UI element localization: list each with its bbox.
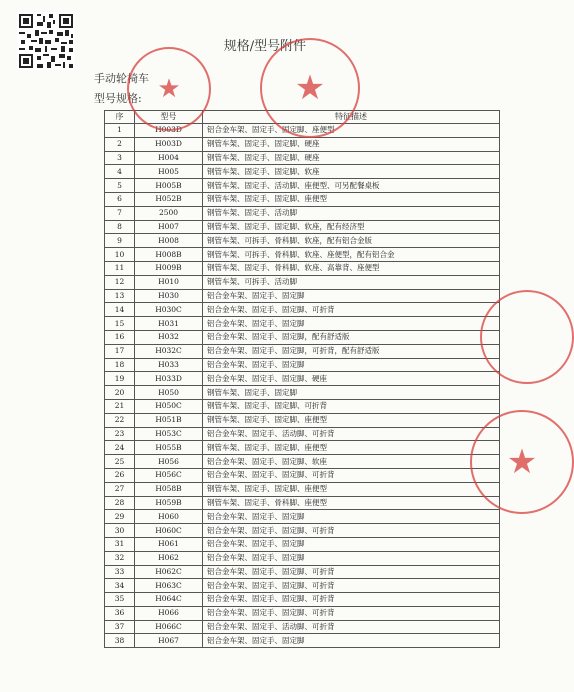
table-row [105,261,500,275]
description-cell: 钢管车架、可拆手、骨科脚、软座、座便型，配有铝合金 [203,248,500,262]
table-row [105,537,500,551]
row-index: 22 [105,413,135,427]
model-cell: H007 [135,220,203,234]
description-cell: 铝合金车架、固定手、固定脚 [203,510,500,524]
description-cell: 钢管车架、固定手、活动脚 [203,206,500,220]
table-row [105,496,500,510]
description-cell: 钢管车架、固定手、骨科脚、座便型 [203,496,500,510]
spec-label: 型号规格: [94,92,142,105]
row-index: 36 [105,606,135,620]
table-header-row [105,111,500,124]
description-cell: 铝合金车架、固定手、固定脚、软座 [203,455,500,469]
model-cell: H033 [135,358,203,372]
row-index: 11 [105,261,135,275]
description-cell: 钢管车架、固定手、固定脚、软座 [203,165,500,179]
row-index: 30 [105,524,135,538]
row-index: 31 [105,537,135,551]
table-row [105,565,500,579]
table-row [105,606,500,620]
description-cell: 钢管车架、固定手、固定脚、硬座 [203,137,500,151]
table-row [105,634,500,648]
row-index: 5 [105,179,135,193]
row-index: 13 [105,289,135,303]
table-row [105,303,500,317]
model-cell: H030 [135,289,203,303]
model-cell: H056 [135,455,203,469]
model-cell: H004 [135,151,203,165]
description-cell: 钢管车架、固定手、固定脚、座便型 [203,413,500,427]
description-cell: 铝合金车架、固定手、固定脚 [203,358,500,372]
table-row [105,165,500,179]
description-cell: 铝合金车架、固定手、固定脚、可折背 [203,606,500,620]
star-seal-icon: ★ [506,442,538,482]
row-index: 3 [105,151,135,165]
table-row [105,579,500,593]
row-index: 37 [105,620,135,634]
table-row [105,551,500,565]
row-index: 10 [105,248,135,262]
model-cell: H056C [135,468,203,482]
model-cell: H032 [135,330,203,344]
row-index: 18 [105,358,135,372]
table-row [105,275,500,289]
description-cell: 铝合金车架、固定手、固定脚，可折背，配有舒适版 [203,344,500,358]
row-index: 23 [105,427,135,441]
model-cell: H005 [135,165,203,179]
model-cell: H060C [135,524,203,538]
model-cell: H008B [135,248,203,262]
row-index: 25 [105,455,135,469]
model-cell: H030C [135,303,203,317]
row-index: 9 [105,234,135,248]
description-cell: 铝合金车架、固定手、固定脚、可折背 [203,579,500,593]
model-cell: H059B [135,496,203,510]
table-row [105,137,500,151]
model-cell: H050C [135,399,203,413]
model-cell: H064C [135,593,203,607]
description-cell: 铝合金车架、固定手、固定脚 [203,634,500,648]
table-row [105,441,500,455]
model-cell: H032C [135,344,203,358]
table-row [105,427,500,441]
description-cell: 铝合金车架、固定手、活动脚、可折背 [203,620,500,634]
model-cell: H058B [135,482,203,496]
description-cell: 钢管车架、固定手、固定脚、硬座 [203,151,500,165]
row-index: 6 [105,192,135,206]
star-seal-icon: ★ [294,68,326,108]
table-row [105,386,500,400]
row-index: 33 [105,565,135,579]
row-index: 27 [105,482,135,496]
description-cell: 铝合金车架、固定手、固定脚 [203,537,500,551]
model-cell: H067 [135,634,203,648]
model-cell: H005B [135,179,203,193]
product-name-label: 手动轮椅车 [94,72,149,85]
row-index: 24 [105,441,135,455]
table-row [105,510,500,524]
table-row [105,151,500,165]
row-index: 17 [105,344,135,358]
table-row [105,620,500,634]
table-row [105,317,500,331]
table-row [105,399,500,413]
row-index: 21 [105,399,135,413]
row-index: 16 [105,330,135,344]
table-row [105,372,500,386]
row-index: 32 [105,551,135,565]
table-row [105,234,500,248]
row-index: 7 [105,206,135,220]
model-cell: H051B [135,413,203,427]
model-cell: H061 [135,537,203,551]
row-index: 35 [105,593,135,607]
table-row [105,413,500,427]
description-cell: 钢管车架、固定手、固定脚、座便型 [203,192,500,206]
description-cell: 铝合金车架、固定手、固定脚、可折背 [203,468,500,482]
model-cell: H010 [135,275,203,289]
row-index: 8 [105,220,135,234]
description-cell: 钢管车架、固定手、固定脚、软座，配有经济型 [203,220,500,234]
model-cell: H066 [135,606,203,620]
description-cell: 铝合金车架、固定手、固定脚、可折背 [203,524,500,538]
model-cell: H053C [135,427,203,441]
row-index: 20 [105,386,135,400]
model-cell: H062C [135,565,203,579]
model-cell: H031 [135,317,203,331]
star-seal-icon: ★ [157,74,181,104]
description-cell: 铝合金车架、固定手、固定脚，配有舒适版 [203,330,500,344]
row-index: 28 [105,496,135,510]
model-cell: 2500 [135,206,203,220]
table-row [105,455,500,469]
model-cell: H062 [135,551,203,565]
header-index: 序 [105,111,135,124]
row-index: 2 [105,137,135,151]
model-cell: H066C [135,620,203,634]
model-cell: H063C [135,579,203,593]
description-cell: 铝合金车架、固定手、活动脚、可折背 [203,427,500,441]
table-row [105,524,500,538]
table-row [105,220,500,234]
table-row [105,482,500,496]
spec-table [104,110,500,648]
row-index: 1 [105,124,135,138]
row-index: 15 [105,317,135,331]
description-cell: 铝合金车架、固定手、固定脚 [203,317,500,331]
table-row [105,358,500,372]
row-index: 19 [105,372,135,386]
header-description: 特征描述 [203,111,500,124]
description-cell: 铝合金车架、固定手、固定脚、座便型 [203,124,500,138]
model-cell: H008 [135,234,203,248]
model-cell: H055B [135,441,203,455]
table-row [105,330,500,344]
description-cell: 铝合金车架、固定手、固定脚、硬座 [203,372,500,386]
row-index: 26 [105,468,135,482]
table-row [105,344,500,358]
model-cell: H052B [135,192,203,206]
description-cell: 钢管车架、固定手、固定脚、座便型 [203,441,500,455]
row-index: 12 [105,275,135,289]
row-index: 38 [105,634,135,648]
description-cell: 钢管车架、可拆手、骨科脚、软座，配有铝合金版 [203,234,500,248]
description-cell: 钢管车架、固定手、骨科脚、软座、高靠背、座便型 [203,261,500,275]
page-title: 规格/型号附件 [223,39,307,54]
row-index: 34 [105,579,135,593]
row-index: 4 [105,165,135,179]
header-model: 型号 [135,111,203,124]
row-index: 29 [105,510,135,524]
description-cell: 钢管车架、固定手、固定脚 [203,386,500,400]
description-cell: 铝合金车架、固定手、固定脚 [203,289,500,303]
table-row [105,593,500,607]
table-row [105,468,500,482]
description-cell: 钢管车架、固定手、固定脚、可折背 [203,399,500,413]
description-cell: 铝合金车架、固定手、固定脚、可折背 [203,565,500,579]
table-row [105,179,500,193]
model-cell: H003D [135,124,203,138]
model-cell: H050 [135,386,203,400]
description-cell: 钢管车架、可拆手、活动脚 [203,275,500,289]
table-row [105,124,500,138]
model-cell: H060 [135,510,203,524]
description-cell: 铝合金车架、固定手、固定脚、可折背 [203,593,500,607]
table-row [105,206,500,220]
model-cell: H033D [135,372,203,386]
row-index: 14 [105,303,135,317]
table-row [105,248,500,262]
description-cell: 铝合金车架、固定手、固定脚 [203,551,500,565]
table-row [105,289,500,303]
description-cell: 钢管车架、固定手、固定脚、座便型 [203,482,500,496]
description-cell: 铝合金车架、固定手、固定脚、可折背 [203,303,500,317]
table-row [105,192,500,206]
model-cell: H003D [135,137,203,151]
model-cell: H009B [135,261,203,275]
description-cell: 钢管车架、固定手、活动脚、座便型、可另配餐桌板 [203,179,500,193]
